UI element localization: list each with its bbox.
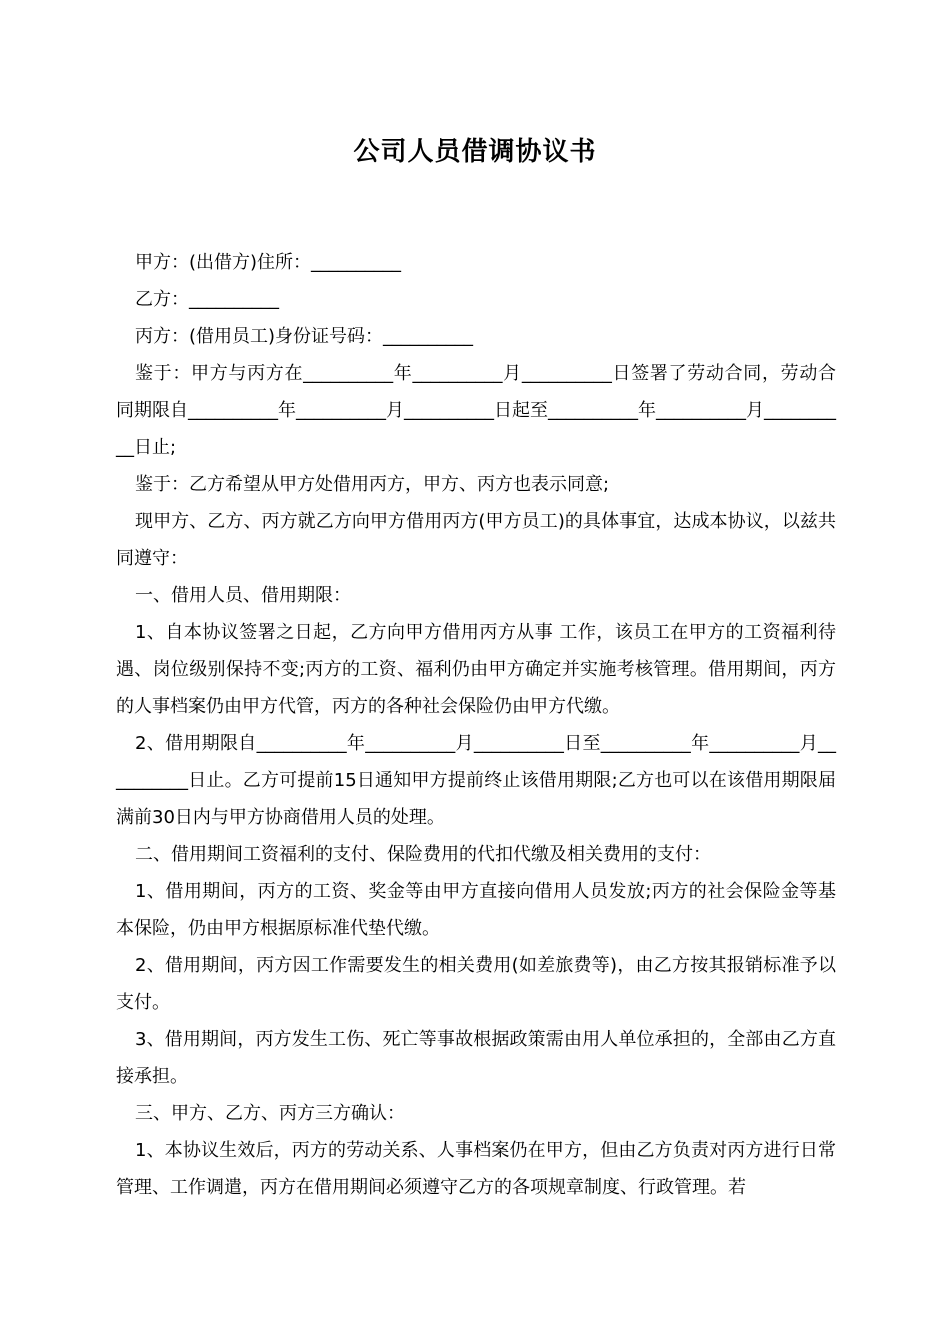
document-title: 公司人员借调协议书 (353, 137, 597, 167)
party-a-line: 甲方：(出借方)住所：__________ (135, 252, 402, 273)
party-b-line: 乙方：__________ (135, 289, 279, 310)
section-2-heading: 二、借用期间工资福利的支付、保险费用的代扣代缴及相关费用的支付： (135, 844, 711, 865)
section-1-clause-2: 2、借用期限自__________年__________月__________日至__________年__________月__________日止。乙方可提前15日通知甲方提前终止该借用期限;乙方也可以在该借用期限届满前30日内与甲方协商借用人员的处理。 (116, 733, 836, 828)
section-2-clause-1: 1、借用期间，丙方的工资、奖金等由甲方直接向借用人员发放;丙方的社会保险金等基本保险，仍由甲方根据原标准代垫代缴。 (116, 881, 836, 939)
agreement-intro: 现甲方、乙方、丙方就乙方向甲方借用丙方(甲方员工)的具体事宜，达成本协议，以兹共同遵守： (116, 511, 836, 569)
section-3-clause-1: 1、本协议生效后，丙方的劳动关系、人事档案仍在甲方，但由乙方负责对丙方进行日常管理、工作调遣，丙方在借用期间必须遵守乙方的各项规章制度、行政管理。若 (116, 1140, 836, 1198)
document-body (116, 244, 836, 1206)
section-3-heading: 三、甲方、乙方、丙方三方确认： (135, 1103, 405, 1124)
section-1-heading: 一、借用人员、借用期限： (135, 585, 351, 606)
section-1-clause-1: 1、自本协议签署之日起，乙方向甲方借用丙方从事 工作，该员工在甲方的工资福利待遇、岗位级别保持不变;丙方的工资、福利仍由甲方确定并实施考核管理。借用期间，丙方的人事档案仍由甲方代管，丙方的各种社会保险仍由甲方代缴。 (116, 622, 836, 717)
section-2-clause-2: 2、借用期间，丙方因工作需要发生的相关费用(如差旅费等)，由乙方按其报销标准予以支付。 (116, 955, 836, 1013)
recital-labor-contract: 鉴于：甲方与丙方在__________年__________月__________日签署了劳动合同，劳动合同期限自__________年__________月__________日起至__________年__________月__________日止; (116, 363, 836, 458)
party-c-line: 丙方：(借用员工)身份证号码：__________ (135, 326, 474, 347)
section-2-clause-3: 3、借用期间，丙方发生工伤、死亡等事故根据政策需由用人单位承担的，全部由乙方直接承担。 (116, 1029, 836, 1087)
recital-consent: 鉴于：乙方希望从甲方处借用丙方，甲方、丙方也表示同意; (135, 474, 610, 495)
